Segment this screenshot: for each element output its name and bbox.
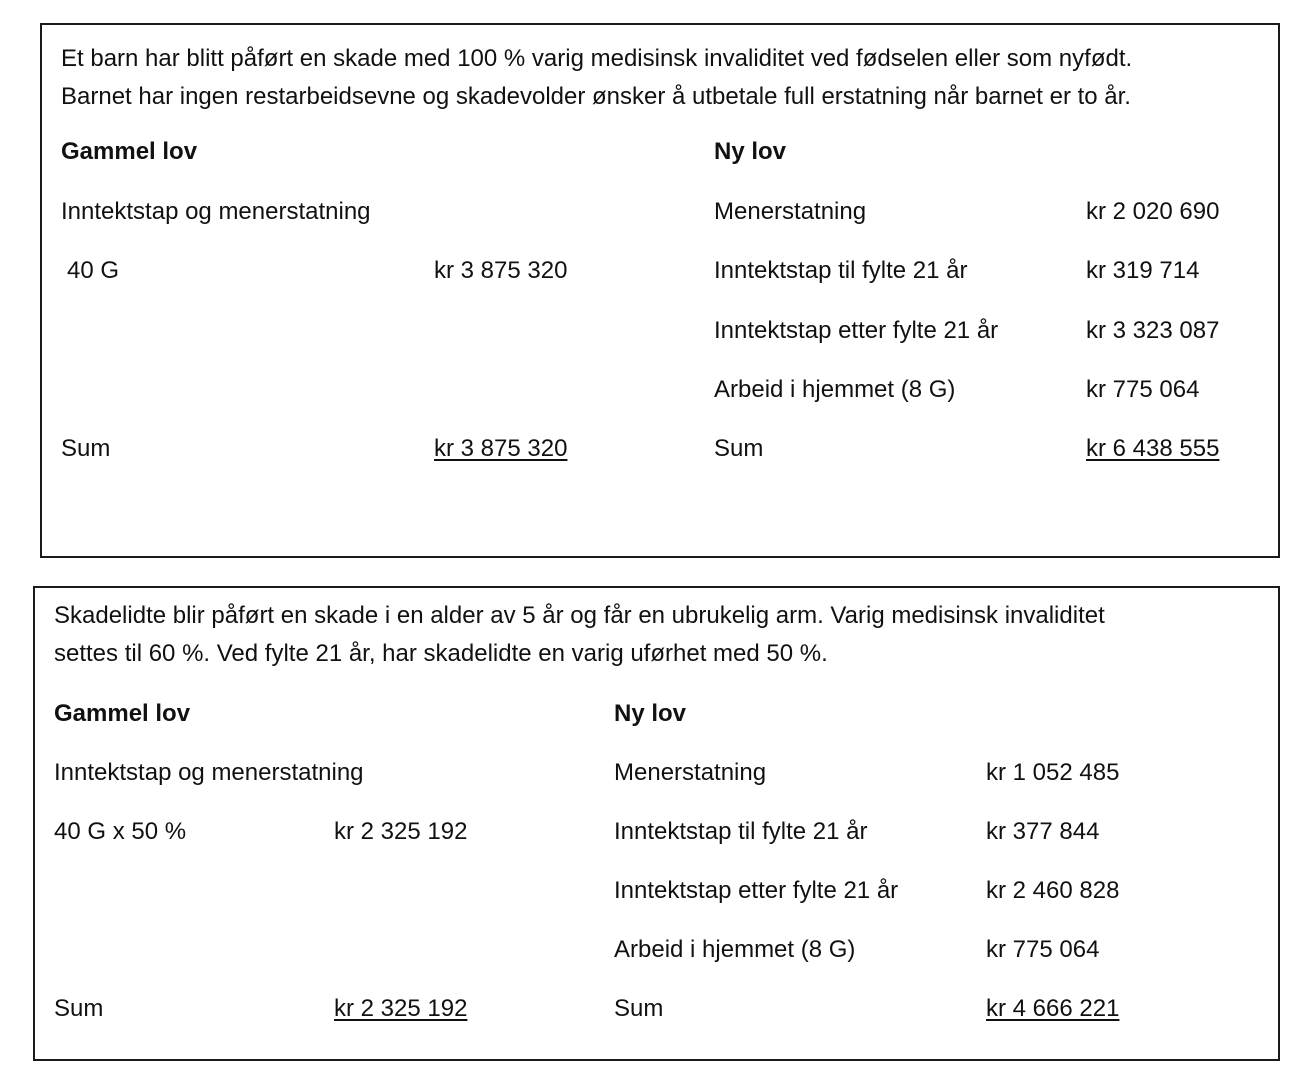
case-1-new-law-sum-label: Sum [714, 435, 764, 462]
case-1-new-law-row-2-label: Inntektstap til fylte 21 år [714, 257, 968, 284]
case-2-old-law-subheading: Inntektstap og menerstatning [54, 759, 364, 786]
case-2-old-law-sum-label: Sum [54, 995, 104, 1022]
case-2-new-law-row-2-value: kr 377 844 [986, 818, 1100, 845]
case-2-intro [54, 597, 1105, 673]
case-2-new-law-heading: Ny lov [614, 700, 687, 727]
case-1-new-law-sum-value: kr 6 438 555 [1086, 435, 1220, 462]
case-1-old-law-sum-label: Sum [61, 435, 111, 462]
case-2-new-law-row-2-label: Inntektstap til fylte 21 år [614, 818, 868, 845]
case-1-new-law-row-2-value: kr 319 714 [1086, 257, 1200, 284]
case-1-intro [61, 40, 1132, 116]
case-1-old-law-row-value: kr 3 875 320 [434, 257, 568, 284]
case-1-intro-line-2: Barnet har ingen restarbeidsevne og skadevolder ønsker å utbetale full erstatning når barnet er to år. [61, 83, 1131, 110]
case-1-old-law-sum-value: kr 3 875 320 [434, 435, 568, 462]
case-1-box [40, 23, 1280, 558]
case-2-new-law-row-1-value: kr 1 052 485 [986, 759, 1120, 786]
case-2-old-law-heading: Gammel lov [54, 700, 191, 727]
case-2-new-law-row-4-value: kr 775 064 [986, 936, 1100, 963]
case-1-intro-line-1: Et barn har blitt påført en skade med 100 % varig medisinsk invaliditet ved fødselen eller som nyfødt. [61, 45, 1133, 72]
case-2-old-law-row-label: 40 G x 50 % [54, 818, 187, 845]
case-1-new-law-row-4-value: kr 775 064 [1086, 376, 1200, 403]
case-1-old-law-heading: Gammel lov [61, 138, 198, 165]
case-2-intro-line-1: Skadelidte blir påført en skade i en alder av 5 år og får en ubrukelig arm. Varig medisinsk invaliditet [54, 602, 1105, 629]
case-2-old-law-row-value: kr 2 325 192 [334, 818, 468, 845]
case-2-new-law-row-4-label: Arbeid i hjemmet (8 G) [614, 936, 856, 963]
case-2-new-law-sum-value: kr 4 666 221 [986, 995, 1120, 1022]
case-2-old-law-sum-value: kr 2 325 192 [334, 995, 468, 1022]
case-1-new-law-row-3-value: kr 3 323 087 [1086, 317, 1220, 344]
case-1-new-law-row-3-label: Inntektstap etter fylte 21 år [714, 317, 999, 344]
case-2-new-law-row-3-label: Inntektstap etter fylte 21 år [614, 877, 899, 904]
case-2-box [33, 586, 1280, 1061]
case-1-new-law-heading: Ny lov [714, 138, 787, 165]
case-2-new-law-row-3-value: kr 2 460 828 [986, 877, 1120, 904]
case-2-new-law-sum-label: Sum [614, 995, 664, 1022]
case-2-new-law-row-1-label: Menerstatning [614, 759, 767, 786]
case-1-new-law-row-1-value: kr 2 020 690 [1086, 198, 1220, 225]
case-1-old-law-row-label: 40 G [67, 257, 120, 284]
case-1-new-law-row-4-label: Arbeid i hjemmet (8 G) [714, 376, 956, 403]
case-2-intro-line-2: settes til 60 %. Ved fylte 21 år, har skadelidte en varig uførhet med 50 %. [54, 640, 828, 667]
case-1-new-law-row-1-label: Menerstatning [714, 198, 867, 225]
case-1-old-law-subheading: Inntektstap og menerstatning [61, 198, 371, 225]
